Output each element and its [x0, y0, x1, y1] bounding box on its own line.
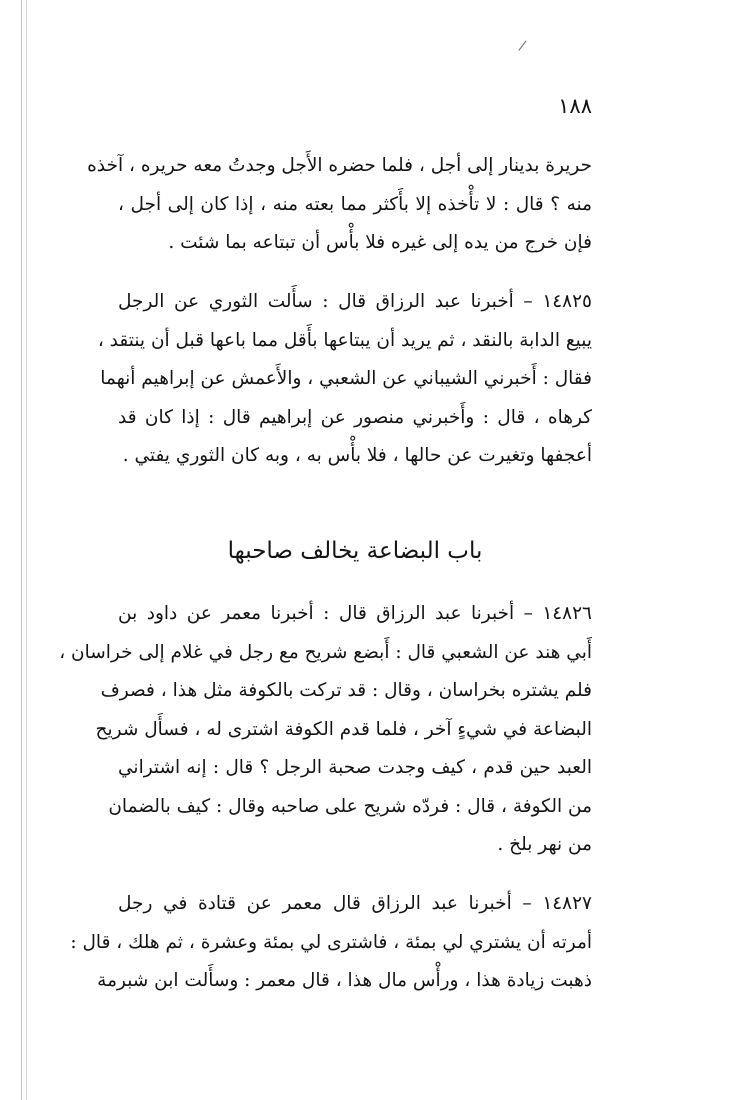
paragraph-1 [87, 147, 592, 263]
text-line: من الكوفة ، قال : فردّه شريح على صاحبه وقال : كيف بالضمان [108, 795, 592, 817]
section-heading: باب البضاعة يخالف صاحبها [227, 538, 483, 564]
page-edge-rule [21, 0, 22, 1100]
corner-mark: / [517, 37, 528, 55]
text-line: أعجفها وتغيرت عن حالها ، فلا بأْس به ، وبه كان الثوري يفتي . [122, 445, 592, 466]
text-line: ١٤٨٢٥ – أخبرنا عبد الرزاق قال : سأَلت الثوري عن الرجل [118, 291, 592, 312]
text-line: ذهبت زيادة هذا ، ورأْس مال هذا ، قال معمر : وسأَلت ابن شبرمة [97, 970, 592, 991]
text-line: كرهاه ، قال : وأَخبرني منصور عن إبراهيم قال : إذا كان قد [118, 406, 592, 428]
text-line: أمرته أن يشتري لي بمئة ، فاشترى لي بمئة وعشرة ، ثم هلك ، قال : [70, 931, 592, 953]
paragraph-14825 [97, 283, 592, 476]
text-line: فإن خرج من يده إلى غيره فلا بأْس أن تبتاعه بما شئت . [168, 232, 592, 253]
text-line: من نهر بلخ . [497, 834, 592, 855]
text-line: فقال : أَخبرني الشيباني عن الشعبي ، والأَعمش عن إبراهيم أنهما [100, 368, 592, 389]
text-line: حريرة بدينار إلى أجل ، فلما حضره الأَجل وجدتُ معه حريره ، آخذه [87, 155, 592, 176]
paragraph-14826 [59, 595, 592, 865]
text-line: يبيع الدابة بالنقد ، ثم يريد أن يبتاعها بأَقل مما باعها قبل أن ينتقد ، [97, 329, 592, 351]
text-line: العبد حين قدم ، كيف وجدت صحبة الرجل ؟ قال : إنه اشتراني [118, 757, 592, 778]
text-line: ١٤٨٢٧ – أخبرنا عبد الرزاق قال معمر عن قتادة في رجل [118, 893, 592, 914]
paragraph-14827 [70, 885, 592, 1001]
text-line: فلم يشتره بخراسان ، وقال : قد تركت بالكوفة مثل هذا ، فصرف [100, 680, 592, 701]
page-number: ١٨٨ [558, 94, 592, 118]
text-line: أَبي هند عن الشعبي قال : أَبضع شريح مع رجل في غلام إلى خراسان ، [59, 641, 592, 663]
text-line: منه ؟ قال : لا تأْخذه إلا بأَكثر مما بعته منه ، إذا كان إلى أجل ، [118, 193, 592, 215]
text-line: البضاعة في شيءٍ آخر ، فلما قدم الكوفة اشترى له ، فسأَل شريح [95, 718, 592, 740]
text-line: ١٤٨٢٦ – أخبرنا عبد الرزاق قال : أخبرنا معمر عن داود بن [118, 603, 592, 624]
page-edge-rule-inner [26, 0, 27, 1100]
